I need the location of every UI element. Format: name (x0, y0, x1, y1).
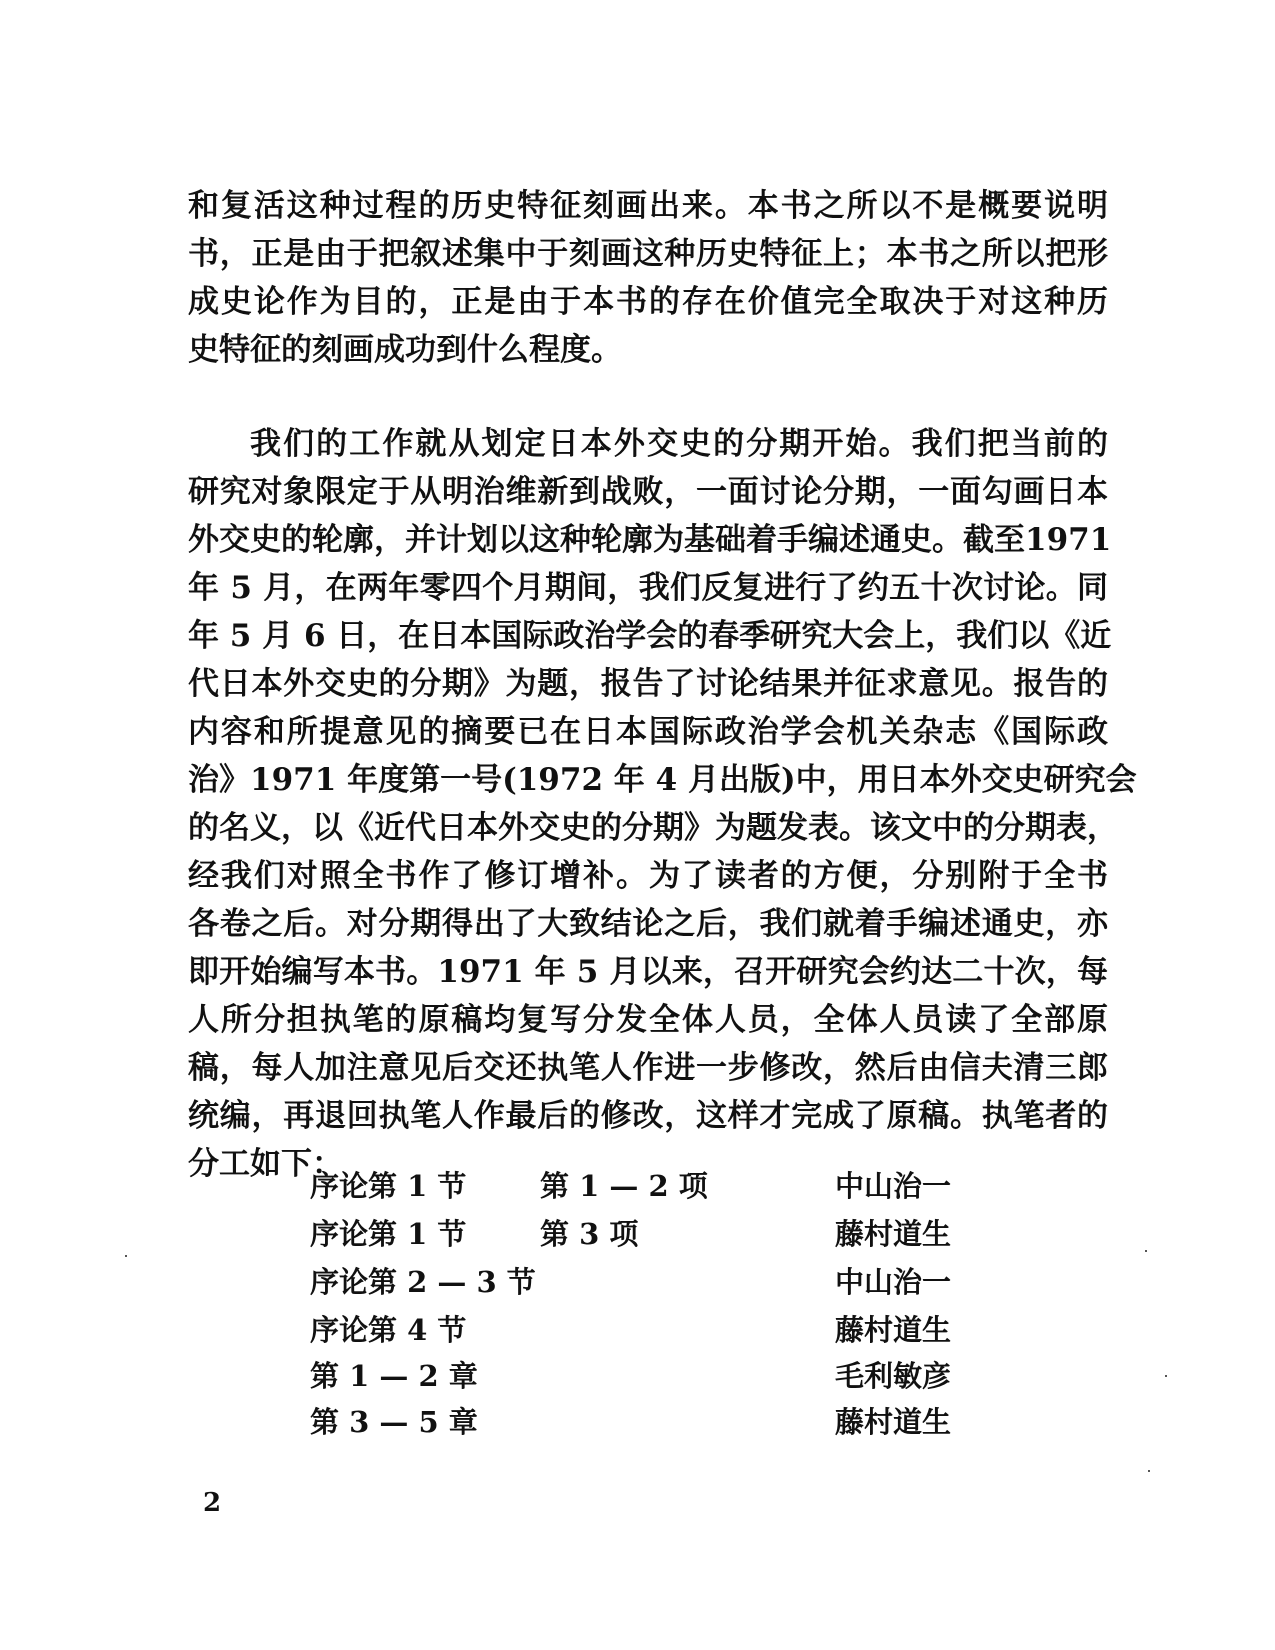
scan-speck (1145, 1250, 1147, 1252)
author-name: 藤村道生 (835, 1217, 952, 1251)
text-line: 史特征的刻画成功到什么程度。 (188, 332, 622, 368)
section-label: 序论第 2 — 3 节 (310, 1265, 536, 1299)
author-name: 毛利敏彦 (835, 1359, 952, 1393)
text-line: 经我们对照全书作了修订增补。为了读者的方便，分别附于全书 (188, 858, 1108, 894)
text-line: 外交史的轮廓，并计划以这种轮廓为基础着手编述通史。截至1971 (188, 522, 1112, 558)
text-line: 即开始编写本书。1971 年 5 月以来，召开研究会约达二十次，每 (188, 954, 1108, 990)
text-line: 研究对象限定于从明治维新到战败，一面讨论分期，一面勾画日本 (188, 474, 1108, 510)
author-name: 藤村道生 (835, 1405, 952, 1439)
text-line: 和复活这种过程的历史特征刻画出来。本书之所以不是概要说明 (188, 188, 1108, 224)
author-name: 藤村道生 (835, 1313, 952, 1347)
text-line: 年 5 月，在两年零四个月期间，我们反复进行了约五十次讨论。同 (188, 570, 1108, 606)
text-line: 治》1971 年度第一号(1972 年 4 月出版)中，用日本外交史研究会 (188, 762, 1137, 798)
text-line: 内容和所提意见的摘要已在日本国际政治学会机关杂志《国际政 (188, 714, 1108, 750)
text-line: 分工如下： (188, 1146, 343, 1182)
text-line: 代日本外交史的分期》为题，报告了讨论结果并征求意见。报告的 (188, 666, 1108, 702)
section-label: 第 3 — 5 章 (310, 1405, 478, 1439)
item-label: 第 1 — 2 项 (540, 1169, 708, 1203)
text-line: 书，正是由于把叙述集中于刻画这种历史特征上；本书之所以把形 (188, 236, 1108, 272)
text-line: 人所分担执笔的原稿均复写分发全体人员，全体人员读了全部原 (188, 1002, 1108, 1038)
section-label: 序论第 1 节 (310, 1217, 467, 1251)
section-label: 序论第 1 节 (310, 1169, 467, 1203)
text-line: 各卷之后。对分期得出了大致结论之后，我们就着手编述通史，亦 (188, 906, 1108, 942)
section-label: 序论第 4 节 (310, 1313, 467, 1347)
text-line: 年 5 月 6 日，在日本国际政治学会的春季研究大会上，我们以《近 (188, 618, 1112, 654)
scan-speck (1148, 1470, 1150, 1472)
author-name: 中山治一 (835, 1169, 952, 1203)
author-name: 中山治一 (835, 1265, 952, 1299)
section-label: 第 1 — 2 章 (310, 1359, 478, 1393)
page-number: 2 (203, 1488, 222, 1518)
text-line: 我们的工作就从划定日本外交史的分期开始。我们把当前的 (250, 426, 1108, 462)
text-line: 统编，再退回执笔人作最后的修改，这样才完成了原稿。执笔者的 (188, 1098, 1108, 1134)
scan-speck (1165, 1375, 1167, 1377)
text-line: 的名义，以《近代日本外交史的分期》为题发表。该文中的分期表， (188, 810, 1118, 846)
text-line: 稿，每人加注意见后交还执笔人作进一步修改，然后由信夫清三郎 (188, 1050, 1108, 1086)
scan-speck (125, 1255, 127, 1257)
text-line: 成史论作为目的，正是由于本书的存在价值完全取决于对这种历 (188, 284, 1108, 320)
item-label: 第 3 项 (540, 1217, 639, 1251)
